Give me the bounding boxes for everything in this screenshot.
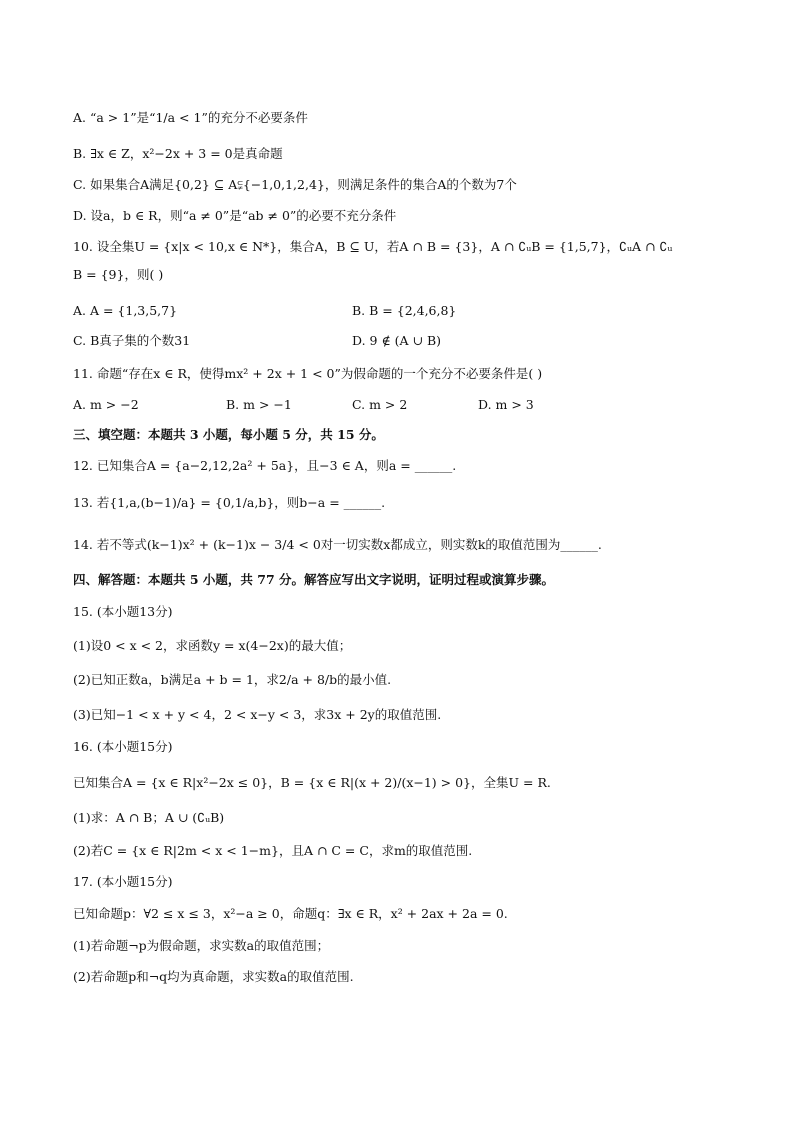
q9-option-d: D. 设a，b ∈ R，则“a ≠ 0”是“ab ≠ 0”的必要不充分条件 bbox=[73, 208, 397, 223]
q10-option-a: A. A = {1,3,5,7} bbox=[73, 303, 178, 318]
q10-stem-line1: 10. 设全集U = {x|x < 10,x ∈ N*}，集合A，B ⊆ U，若A ∩ B = {3}，A ∩ ∁ᵤB = {1,5,7}，∁ᵤA ∩ ∁ᵤ bbox=[73, 239, 673, 254]
q17-part-2: (2)若命题p和¬q均为真命题，求实数a的取值范围. bbox=[73, 969, 354, 984]
q11-stem: 11. 命题“存在x ∈ R，使得mx² + 2x + 1 < 0”为假命题的一个充分不必要条件是( ) bbox=[73, 366, 543, 381]
q11-option-a: A. m > −2 bbox=[73, 397, 139, 412]
section-3-heading: 三、填空题：本题共 3 小题，每小题 5 分，共 15 分。 bbox=[73, 427, 384, 442]
q15-part-3: (3)已知−1 < x + y < 4，2 < x−y < 3，求3x + 2y的取值范围. bbox=[73, 707, 442, 722]
section-4-heading: 四、解答题：本题共 5 小题，共 77 分。解答应写出文字说明，证明过程或演算步骤。 bbox=[73, 572, 555, 587]
q11-option-b: B. m > −1 bbox=[226, 397, 292, 412]
q10-option-c: C. B真子集的个数31 bbox=[73, 333, 191, 348]
q17-part-1: (1)若命题¬p为假命题，求实数a的取值范围； bbox=[73, 938, 330, 953]
q17-stem: 已知命题p：∀2 ≤ x ≤ 3，x²−a ≥ 0，命题q：∃x ∈ R，x² + 2ax + 2a = 0. bbox=[73, 906, 508, 921]
q13: 13. 若{1,a,(b−1)/a} = {0,1/a,b}，则b−a = ______. bbox=[73, 495, 386, 510]
q15-part-1: (1)设0 < x < 2，求函数y = x(4−2x)的最大值； bbox=[73, 638, 352, 653]
q12: 12. 已知集合A = {a−2,12,2a² + 5a}，且−3 ∈ A，则a = ______. bbox=[73, 458, 457, 473]
q15-part-2: (2)已知正数a，b满足a + b = 1，求2/a + 8/b的最小值. bbox=[73, 672, 392, 687]
q11-option-c: C. m > 2 bbox=[352, 397, 408, 412]
q16-heading: 16. (本小题15分) bbox=[73, 739, 173, 754]
q16-part-2: (2)若C = {x ∈ R|2m < x < 1−m}，且A ∩ C = C，求m的取值范围. bbox=[73, 843, 473, 858]
q9-option-a: A. “a > 1”是“1/a < 1”的充分不必要条件 bbox=[73, 110, 308, 125]
q17-heading: 17. (本小题15分) bbox=[73, 874, 173, 889]
q14: 14. 若不等式(k−1)x² + (k−1)x − 3/4 < 0对一切实数x都成立，则实数k的取值范围为______. bbox=[73, 537, 602, 552]
q10-option-d: D. 9 ∉ (A ∪ B) bbox=[352, 333, 442, 348]
q10-option-b: B. B = {2,4,6,8} bbox=[352, 303, 457, 318]
q16-part-1: (1)求：A ∩ B；A ∪ (∁ᵤB) bbox=[73, 810, 225, 825]
q15-heading: 15. (本小题13分) bbox=[73, 604, 173, 619]
q16-stem: 已知集合A = {x ∈ R|x²−2x ≤ 0}，B = {x ∈ R|(x + 2)/(x−1) > 0}，全集U = R. bbox=[73, 775, 551, 790]
q11-option-d: D. m > 3 bbox=[478, 397, 534, 412]
q10-stem-line2: B = {9}，则( ) bbox=[73, 267, 164, 282]
q9-option-c: C. 如果集合A满足{0,2} ⊆ A⫋{−1,0,1,2,4}，则满足条件的集合A的个数为7个 bbox=[73, 177, 517, 192]
q9-option-b: B. ∃x ∈ Z，x²−2x + 3 = 0是真命题 bbox=[73, 146, 283, 161]
